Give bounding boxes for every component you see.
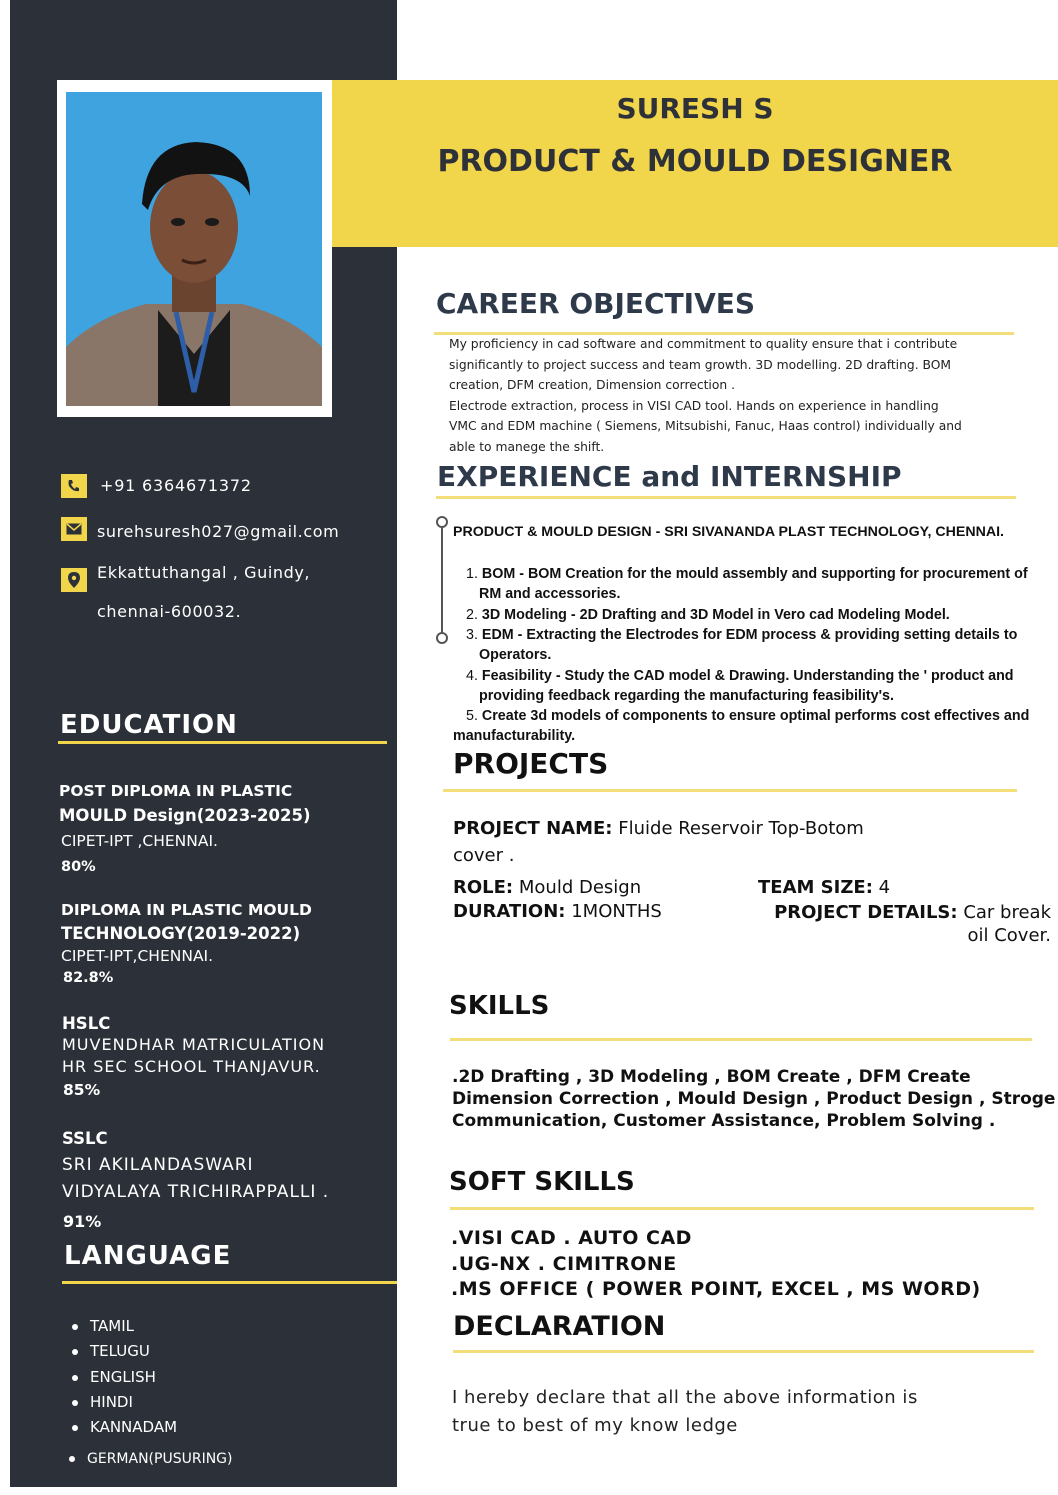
education-item-4-score: 91%: [63, 1212, 102, 1231]
education-item-2-score: 82.8%: [63, 970, 114, 986]
skills-divider: [450, 1038, 1032, 1041]
language-item: GERMAN(PUSURING): [69, 1451, 232, 1467]
mail-icon: [61, 517, 87, 541]
declaration-heading: DECLARATION: [453, 1311, 666, 1342]
experience-divider: [436, 496, 1016, 499]
project-name-cont: cover .: [453, 845, 515, 866]
contact-address-line2: chennai-600032.: [97, 602, 242, 621]
education-item-3-score: 85%: [63, 1081, 101, 1099]
education-item-4-school: VIDYALAYA TRICHIRAPPALLI .: [62, 1182, 330, 1202]
timeline-connector: [435, 515, 449, 645]
language-heading: LANGUAGE: [64, 1241, 232, 1271]
education-divider: [58, 741, 387, 744]
project-team-row: TEAM SIZE: 4: [758, 877, 891, 898]
location-pin-icon: [61, 568, 87, 592]
language-divider: [62, 1281, 397, 1284]
experience-heading: EXPERIENCE and INTERNSHIP: [437, 460, 902, 493]
experience-item-2: 2. 3D Modeling - 2D Drafting and 3D Model in Vero cad Modeling Model.: [466, 607, 950, 623]
education-item-2-line1: DIPLOMA IN PLASTIC MOULD: [61, 901, 312, 919]
projects-divider: [443, 789, 1017, 792]
education-item-2-line2: TECHNOLOGY(2019-2022): [61, 924, 301, 943]
declaration-divider: [453, 1350, 1034, 1353]
bullet-icon: [69, 1456, 75, 1462]
career-heading: CAREER OBJECTIVES: [436, 287, 756, 320]
profile-photo: [66, 92, 322, 406]
soft-skills-list: .VISI CAD . AUTO CAD .UG-NX . CIMITRONE .MS OFFICE ( POWER POINT, EXCEL , MS WORD): [451, 1227, 981, 1300]
phone-icon: [61, 474, 87, 498]
bullet-icon: [72, 1349, 78, 1355]
experience-item-5: 5. Create 3d models of components to ensure optimal performs cost effectives and manufacturability.: [453, 708, 1030, 745]
education-item-1-school: CIPET-IPT ,CHENNAI.: [61, 832, 218, 850]
soft-skills-heading: SOFT SKILLS: [449, 1167, 635, 1197]
education-item-4-line2: SRI AKILANDASWARI: [62, 1155, 254, 1175]
education-item-3-line2: MUVENDHAR MATRICULATION: [62, 1035, 326, 1054]
education-item-3-line1: HSLC: [62, 1014, 111, 1033]
project-details-row: PROJECT DETAILS: Car break oil Cover.: [774, 902, 1051, 946]
education-item-2-school: CIPET-IPT,CHENNAI.: [61, 947, 214, 965]
language-item: KANNADAM: [72, 1418, 177, 1436]
contact-address-line1: Ekkattuthangal , Guindy,: [97, 563, 311, 582]
education-item-3-school: HR SEC SCHOOL THANJAVUR.: [62, 1057, 321, 1076]
projects-heading: PROJECTS: [453, 747, 609, 780]
language-item: TELUGU: [72, 1342, 150, 1360]
education-item-1-line1: POST DIPLOMA IN PLASTIC: [59, 782, 293, 800]
language-item: HINDI: [72, 1393, 133, 1411]
education-item-1-score: 80%: [61, 859, 96, 875]
project-role-row: ROLE: Mould Design: [453, 877, 642, 898]
bullet-icon: [72, 1425, 78, 1431]
career-text: My proficiency in cad software and commitment to quality ensure that i contribute significantly to project success and team growth. 3D modelling. 2D drafting. BOM creation, DFM creation, Dimension correction . Electrode extraction, process in VISI CAD tool. Hands on experience in handling VMC and EDM machine ( Siemens, Mitsubishi, Fanuc, Haas control) individually and able to manege the shift.: [449, 337, 962, 454]
education-item-4-line1: SSLC: [62, 1129, 108, 1148]
soft-skills-divider: [450, 1207, 1034, 1210]
experience-company: PRODUCT & MOULD DESIGN - SRI SIVANANDA PLAST TECHNOLOGY, CHENNAI.: [453, 524, 1004, 540]
experience-item-3: 3. EDM - Extracting the Electrodes for EDM process & providing setting details to Operators.: [466, 627, 1018, 664]
bullet-icon: [72, 1400, 78, 1406]
candidate-title: PRODUCT & MOULD DESIGNER: [437, 144, 953, 179]
skills-heading: SKILLS: [449, 991, 550, 1021]
contact-email[interactable]: surehsuresh027@gmail.com: [97, 522, 340, 541]
experience-item-1: 1. BOM - BOM Creation for the mould assembly and supporting for procurement of RM and accessories.: [466, 566, 1028, 603]
candidate-name: SURESH S: [616, 92, 774, 125]
bullet-icon: [72, 1375, 78, 1381]
declaration-text: I hereby declare that all the above information is true to best of my know ledge: [452, 1387, 918, 1436]
bullet-icon: [72, 1324, 78, 1330]
skills-list: .2D Drafting , 3D Modeling , BOM Create , DFM Create Dimension Correction , Mould Design , Product Design , Stroge Communication, Customer Assistance, Problem Solving .: [452, 1067, 1056, 1131]
project-name-row: PROJECT NAME: Fluide Reservoir Top-Botom: [453, 818, 864, 839]
project-duration-row: DURATION: 1MONTHS: [453, 901, 662, 922]
education-heading: EDUCATION: [60, 710, 238, 740]
education-item-1-line2: MOULD Design(2023-2025): [59, 806, 311, 825]
contact-phone[interactable]: +91 6364671372: [100, 476, 252, 495]
language-item: ENGLISH: [72, 1368, 156, 1386]
language-item: TAMIL: [72, 1317, 134, 1335]
experience-item-4: 4. Feasibility - Study the CAD model & Drawing. Understanding the ' product and providing feedback regarding the manufacturing feasibility's.: [466, 668, 1014, 705]
